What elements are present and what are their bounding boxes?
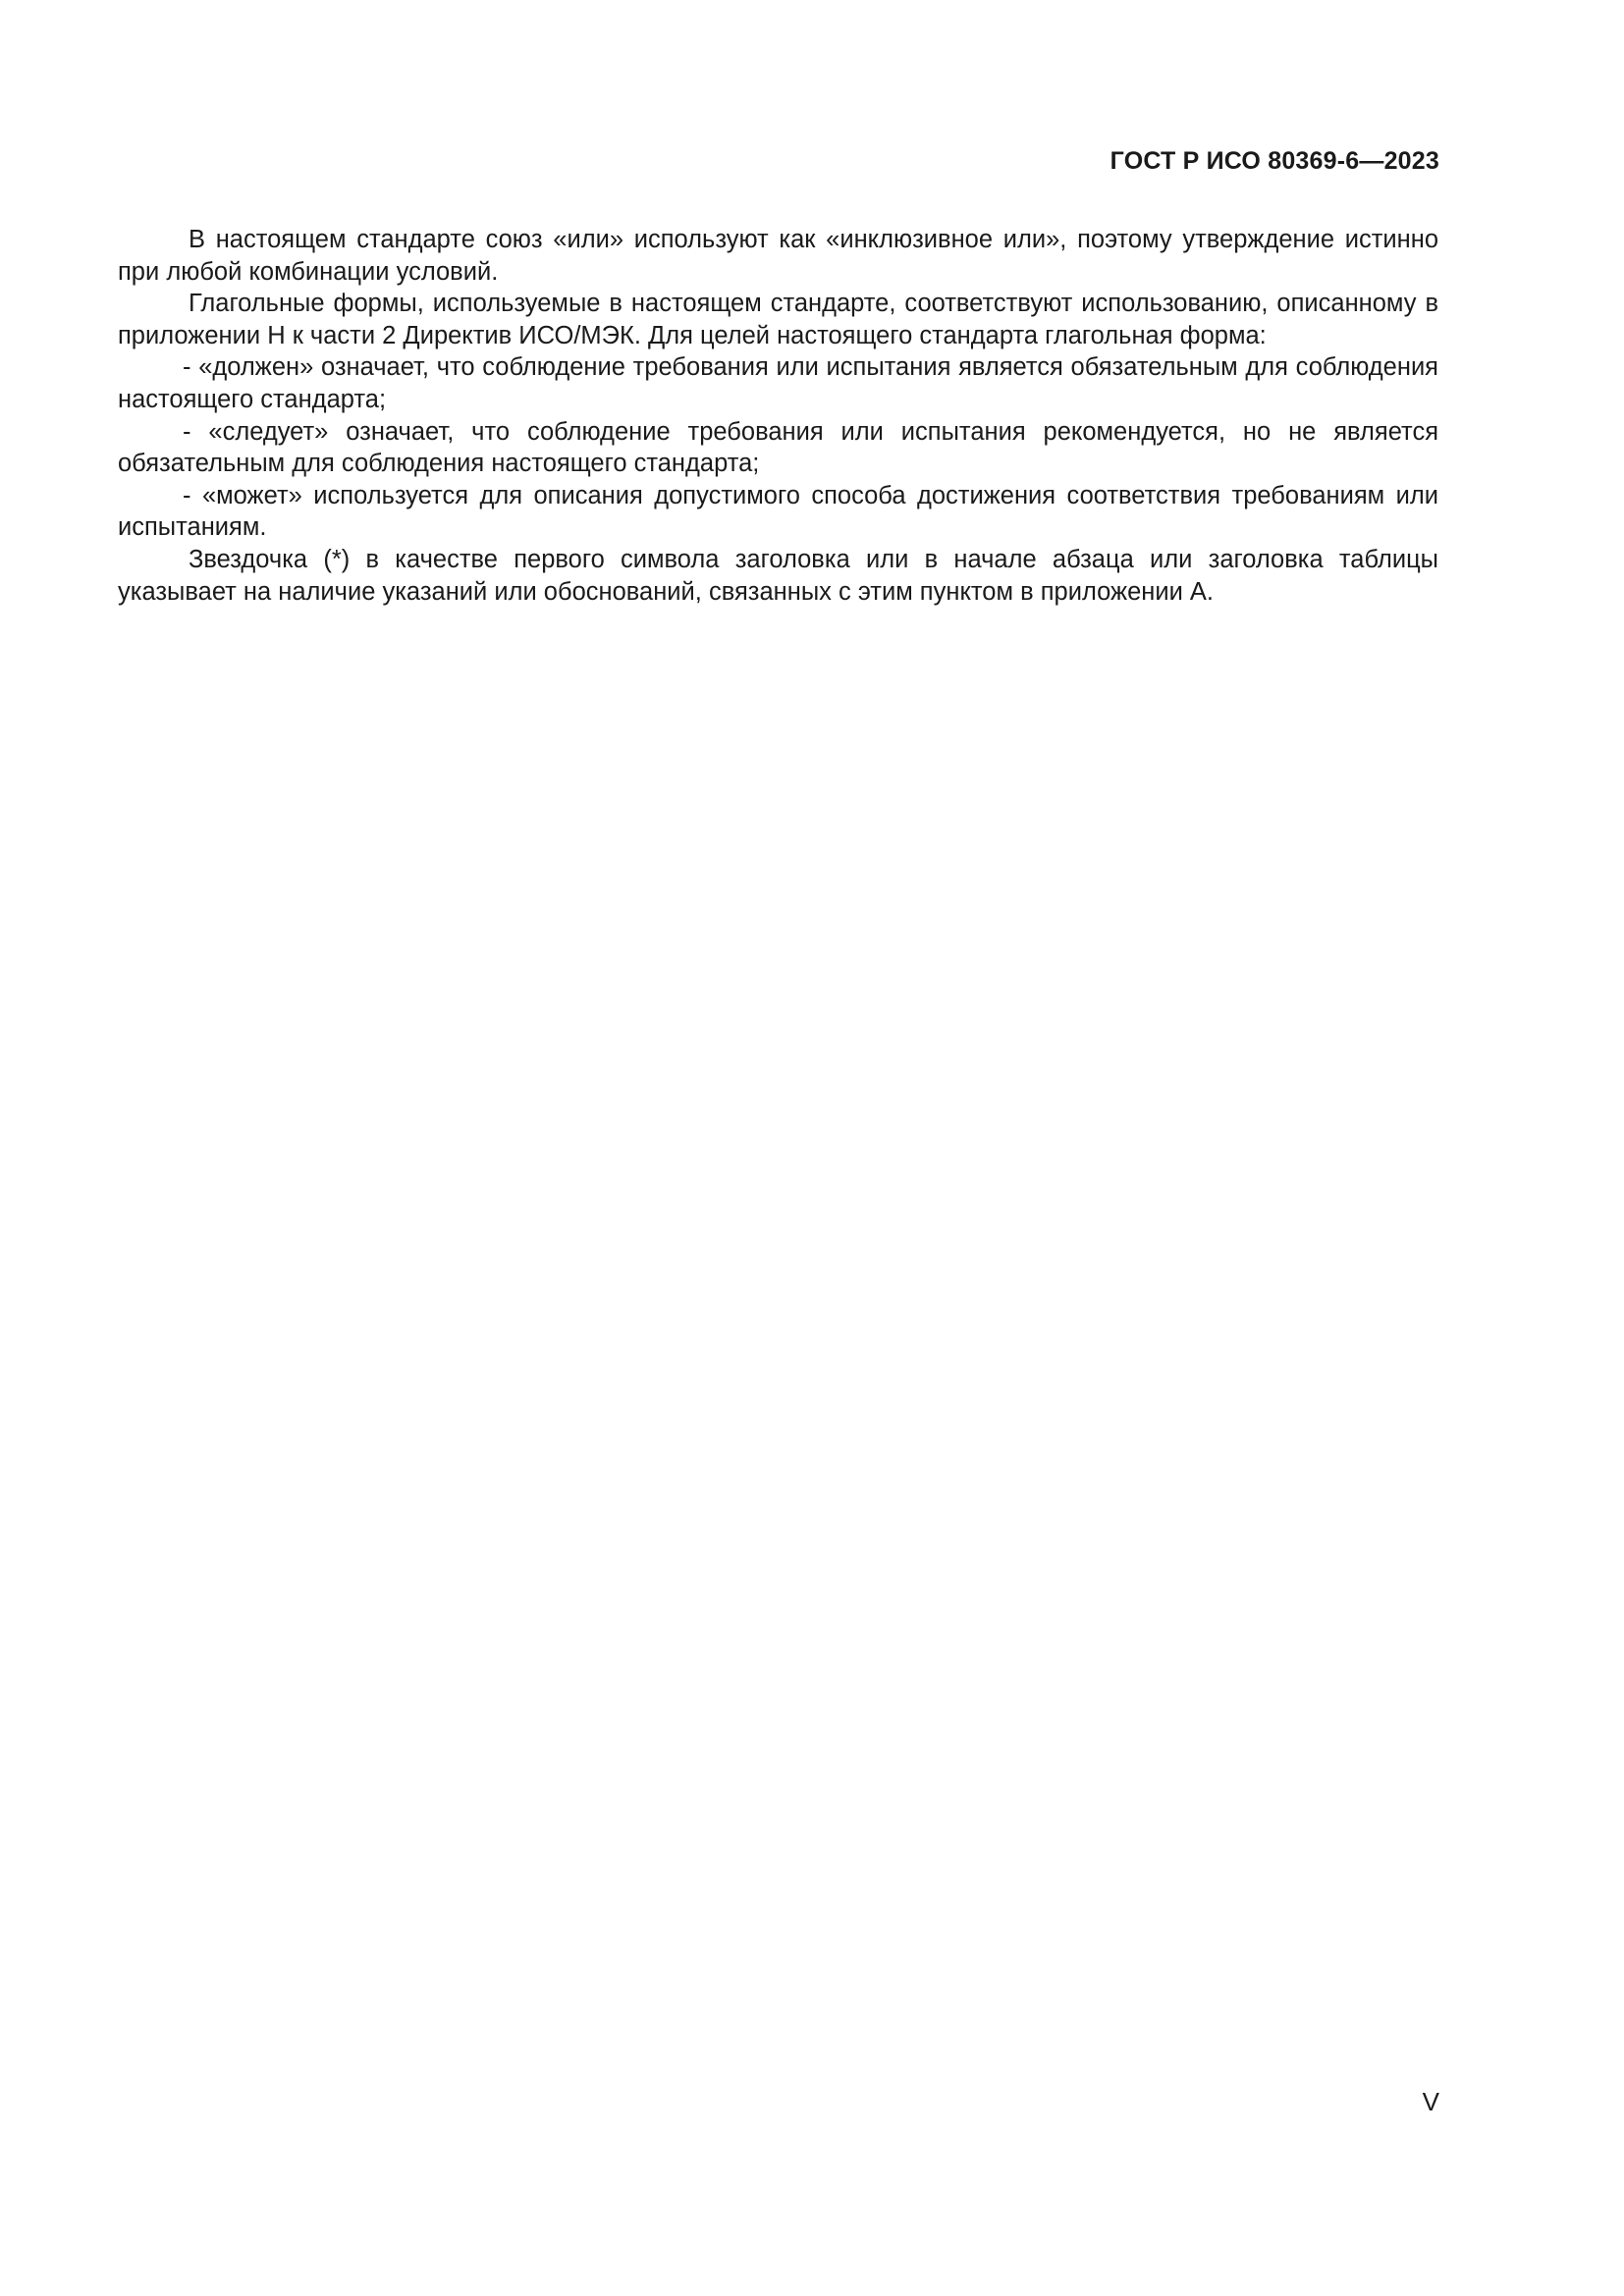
paragraph-inclusive-or: В настоящем стандарте союз «или» используют как «инклюзивное или», поэтому утверждение истинно при любой комбинации условий. bbox=[118, 226, 1438, 286]
list-item-should: - «следует» означает, что соблюдение требования или испытания рекомендуется, но не является обязательным для соблюдения настоящего стандарта; bbox=[118, 417, 1438, 478]
page-number: V bbox=[1422, 2087, 1439, 2116]
paragraph-verbal-forms: Глагольные формы, используемые в настоящем стандарте, соответствуют использованию, описанному в приложении Н к части 2 Директив ИСО/МЭК. Для целей настоящего стандарта глагольная форма: bbox=[118, 290, 1438, 349]
document-code-header: ГОСТ Р ИСО 80369-6—2023 bbox=[1110, 147, 1439, 175]
list-item-may: - «может» используется для описания допустимого способа достижения соответствия требованиям или испытаниям. bbox=[118, 481, 1438, 542]
document-body bbox=[118, 224, 1438, 608]
list-item-shall: - «должен» означает, что соблюдение требования или испытания является обязательным для соблюдения настоящего стандарта; bbox=[118, 353, 1438, 413]
paragraph-asterisk: Звездочка (*) в качестве первого символа заголовка или в начале абзаца или заголовка таблицы указывает на наличие указаний или обоснований, связанных с этим пунктом в приложении A. bbox=[118, 545, 1438, 606]
